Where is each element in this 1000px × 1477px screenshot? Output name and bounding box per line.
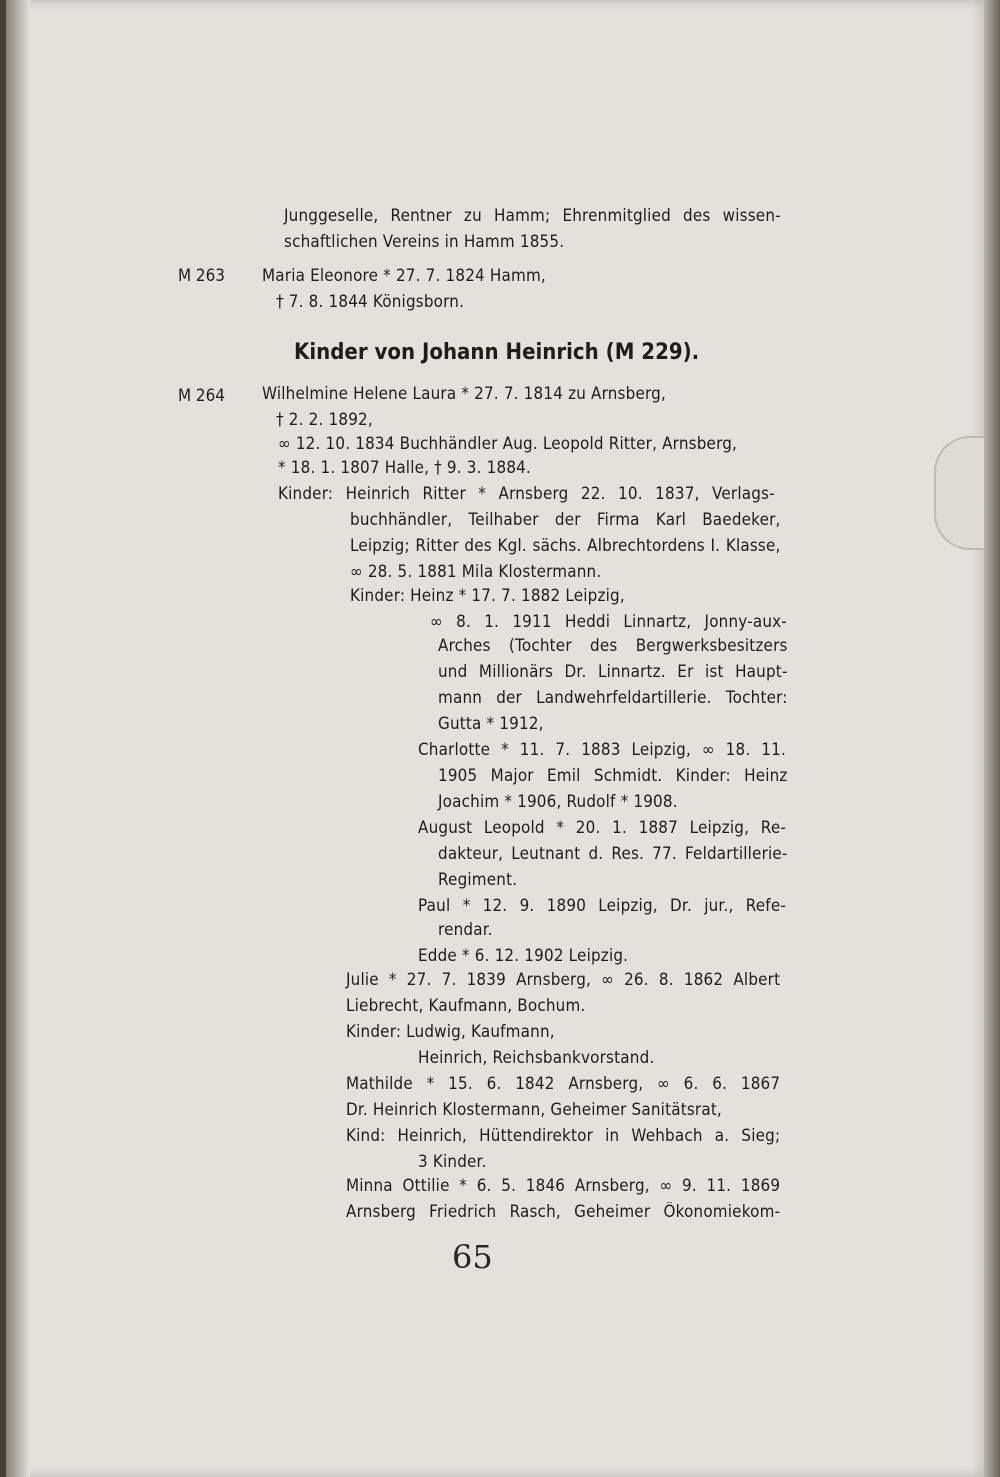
- text-line: Arches (Tochter des Bergwerksbesitzers: [438, 636, 788, 655]
- text-line: ∞ 28. 5. 1881 Mila Klostermann.: [350, 562, 602, 581]
- text-line: Wilhelmine Helene Laura * 27. 7. 1814 zu Arnsberg,: [262, 384, 666, 403]
- text-line: Mathilde * 15. 6. 1842 Arnsberg, ∞ 6. 6. 1867: [346, 1074, 781, 1093]
- text-line: ∞ 8. 1. 1911 Heddi Linnartz, Jonny-aux-: [430, 612, 787, 631]
- text-line: Leipzig; Ritter des Kgl. sächs. Albrechtordens I. Klasse,: [350, 536, 781, 555]
- text-line: Kinder: Ludwig, Kaufmann,: [346, 1022, 555, 1041]
- text-line: † 2. 2. 1892,: [276, 410, 373, 429]
- text-line: buchhändler, Teilhaber der Firma Karl Baedeker,: [350, 510, 781, 529]
- text-line: rendar.: [438, 920, 493, 939]
- text-line: Kind: Heinrich, Hüttendirektor in Wehbach a. Sieg;: [346, 1126, 781, 1145]
- text-line: Arnsberg Friedrich Rasch, Geheimer Ökonomiekom-: [346, 1202, 781, 1221]
- text-line: und Millionärs Dr. Linnartz. Er ist Haupt-: [438, 662, 788, 681]
- text-line: mann der Landwehrfeldartillerie. Tochter:: [438, 688, 788, 707]
- text-line: Minna Ottilie * 6. 5. 1846 Arnsberg, ∞ 9. 11. 1869: [346, 1176, 781, 1195]
- text-line: Regiment.: [438, 870, 518, 889]
- text-line: 3 Kinder.: [418, 1152, 487, 1171]
- text-line: † 7. 8. 1844 Königsborn.: [276, 292, 465, 311]
- text-line: Dr. Heinrich Klostermann, Geheimer Sanitätsrat,: [346, 1100, 722, 1119]
- text-line: Kinder: Heinz * 17. 7. 1882 Leipzig,: [350, 586, 625, 605]
- text-line: Joachim * 1906, Rudolf * 1908.: [438, 792, 678, 811]
- text-line: Kinder: Heinrich Ritter * Arnsberg 22. 10. 1837, Verlags-: [278, 484, 775, 503]
- text-line: Liebrecht, Kaufmann, Bochum.: [346, 996, 586, 1015]
- text-line: August Leopold * 20. 1. 1887 Leipzig, Re-: [418, 818, 786, 837]
- text-line: Julie * 27. 7. 1839 Arnsberg, ∞ 26. 8. 1862 Albert: [346, 970, 781, 989]
- document-page: [6, 0, 984, 1477]
- text-line: Junggeselle, Rentner zu Hamm; Ehrenmitglied des wissen-: [284, 206, 781, 225]
- text-line: * 18. 1. 1807 Halle, † 9. 3. 1884.: [278, 458, 532, 477]
- section-heading: Kinder von Johann Heinrich (M 229).: [294, 340, 700, 365]
- text-line: dakteur, Leutnant d. Res. 77. Feldartillerie-: [438, 844, 788, 863]
- text-line: 1905 Major Emil Schmidt. Kinder: Heinz: [438, 766, 788, 785]
- text-line: Heinrich, Reichsbankvorstand.: [418, 1048, 655, 1067]
- entry-ref-m263: M 263: [178, 266, 225, 285]
- text-line: Gutta * 1912,: [438, 714, 544, 733]
- text-line: Paul * 12. 9. 1890 Leipzig, Dr. jur., Refe-: [418, 896, 786, 915]
- text-line: Edde * 6. 12. 1902 Leipzig.: [418, 946, 629, 965]
- page-number: 65: [452, 1238, 493, 1276]
- book-spine-shadow: [6, 0, 30, 1477]
- text-line: Charlotte * 11. 7. 1883 Leipzig, ∞ 18. 11.: [418, 740, 786, 759]
- text-line: schaftlichen Vereins in Hamm 1855.: [284, 232, 565, 251]
- text-line: ∞ 12. 10. 1834 Buchhändler Aug. Leopold Ritter, Arnsberg,: [278, 434, 738, 453]
- entry-ref-m264: M 264: [178, 386, 225, 405]
- text-line: Maria Eleonore * 27. 7. 1824 Hamm,: [262, 266, 546, 285]
- page-edge-shadow: [984, 0, 1000, 1477]
